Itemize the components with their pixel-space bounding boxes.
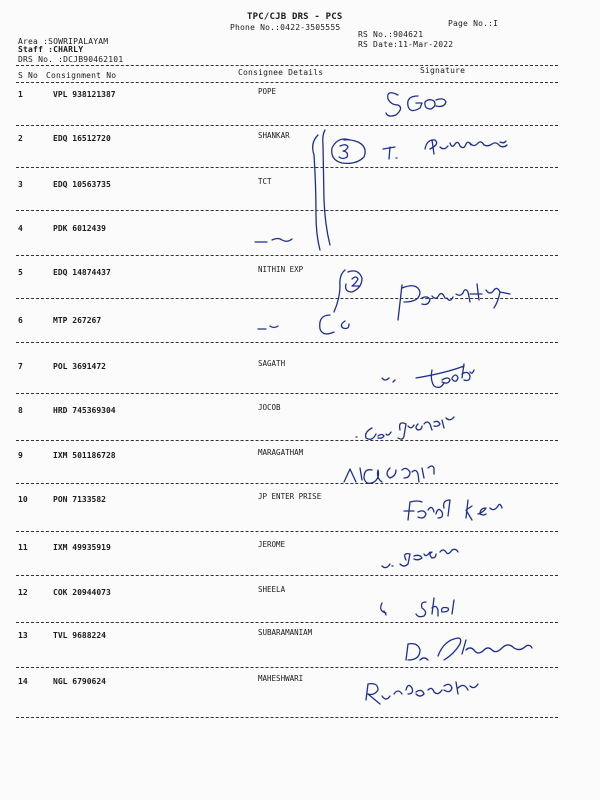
- signature-row-11: [382, 549, 458, 567]
- row-consignment-no: HRD 745369304: [53, 406, 116, 415]
- row-sno: 8: [18, 406, 23, 415]
- signature-row-9: [344, 466, 434, 483]
- row-sno: 11: [18, 543, 28, 552]
- row-consignment-no: MTP 267267: [53, 316, 102, 325]
- area-label: Area :SOWRIPALAYAM: [18, 37, 109, 46]
- staff-label: Staff :CHARLY: [18, 45, 84, 54]
- row-sno: 6: [18, 316, 23, 325]
- signature-row-2: [383, 140, 507, 159]
- signature-row-12: [381, 598, 454, 617]
- row-consignee: JEROME: [258, 540, 286, 549]
- phone-number: Phone No.:0422-3505555: [230, 23, 341, 32]
- row-sno: 7: [18, 362, 23, 371]
- drs-number: DRS No. :DCJB90462101: [18, 55, 124, 64]
- circled-number-3: [332, 139, 365, 163]
- row-consignee: MAHESHWARI: [258, 674, 304, 683]
- row-consignee: SAGATH: [258, 359, 286, 368]
- row-consignment-no: VPL 938121387: [53, 90, 116, 99]
- row-consignment-no: NGL 6790624: [53, 677, 106, 686]
- row-sno: 3: [18, 180, 23, 189]
- row-sno: 9: [18, 451, 23, 460]
- row-consignee: MARAGATHAM: [258, 448, 304, 457]
- col-header-consignee: Consignee Details: [238, 68, 324, 77]
- signature-row-6: [258, 284, 510, 334]
- row-consignment-no: EDQ 16512720: [53, 134, 111, 143]
- signature-row-1: [386, 93, 446, 116]
- page-number: Page No.:I: [448, 19, 499, 28]
- row-consignment-no: PON 7133582: [53, 495, 106, 504]
- row-sno: 4: [18, 224, 23, 233]
- row-consignment-no: TVL 9688224: [53, 631, 106, 640]
- row-consignee: NITHIN EXP: [258, 265, 304, 274]
- signature-row-14: [366, 682, 478, 704]
- row-consignment-no: IXM 49935919: [53, 543, 111, 552]
- row-consignment-no: POL 3691472: [53, 362, 106, 371]
- row-consignment-no: IXM 501186728: [53, 451, 116, 460]
- col-header-sno: S No: [18, 71, 39, 80]
- row-consignee: JP ENTER PRISE: [258, 492, 322, 501]
- row-sno: 14: [18, 677, 28, 686]
- row-consignee: TCT: [258, 177, 272, 186]
- row-sno: 1: [18, 90, 23, 99]
- signature-row-7: [382, 364, 474, 387]
- rs-date: RS Date:11-Mar-2022: [358, 40, 454, 49]
- col-header-signature: Signature: [420, 66, 466, 75]
- row-consignment-no: EDQ 10563735: [53, 180, 111, 189]
- row-consignment-no: COK 20944073: [53, 588, 111, 597]
- bracket-rows-2-4: [313, 130, 330, 250]
- row-sno: 10: [18, 495, 28, 504]
- row-consignment-no: PDK 6012439: [53, 224, 106, 233]
- row-sno: 5: [18, 268, 23, 277]
- row-sno: 2: [18, 134, 23, 143]
- dash-mark-row-4: [255, 239, 292, 243]
- row-consignee: SUBARAMANIAM: [258, 628, 313, 637]
- row-consignee: POPE: [258, 87, 277, 96]
- row-consignee: SHEELA: [258, 585, 286, 594]
- signature-row-13: [406, 638, 532, 660]
- document-title: TPC/CJB DRS - PCS: [247, 12, 343, 22]
- row-consignee: SHANKAR: [258, 131, 290, 140]
- row-sno: 13: [18, 631, 28, 640]
- circled-number-2: [334, 270, 362, 312]
- row-consignment-no: EDQ 14874437: [53, 268, 111, 277]
- signature-row-8: [356, 417, 454, 439]
- signature-row-10: [404, 500, 502, 520]
- col-header-consignment: Consignment No: [46, 71, 117, 80]
- row-consignee: JOCOB: [258, 403, 281, 412]
- rs-number: RS No.:904621: [358, 30, 424, 39]
- row-sno: 12: [18, 588, 28, 597]
